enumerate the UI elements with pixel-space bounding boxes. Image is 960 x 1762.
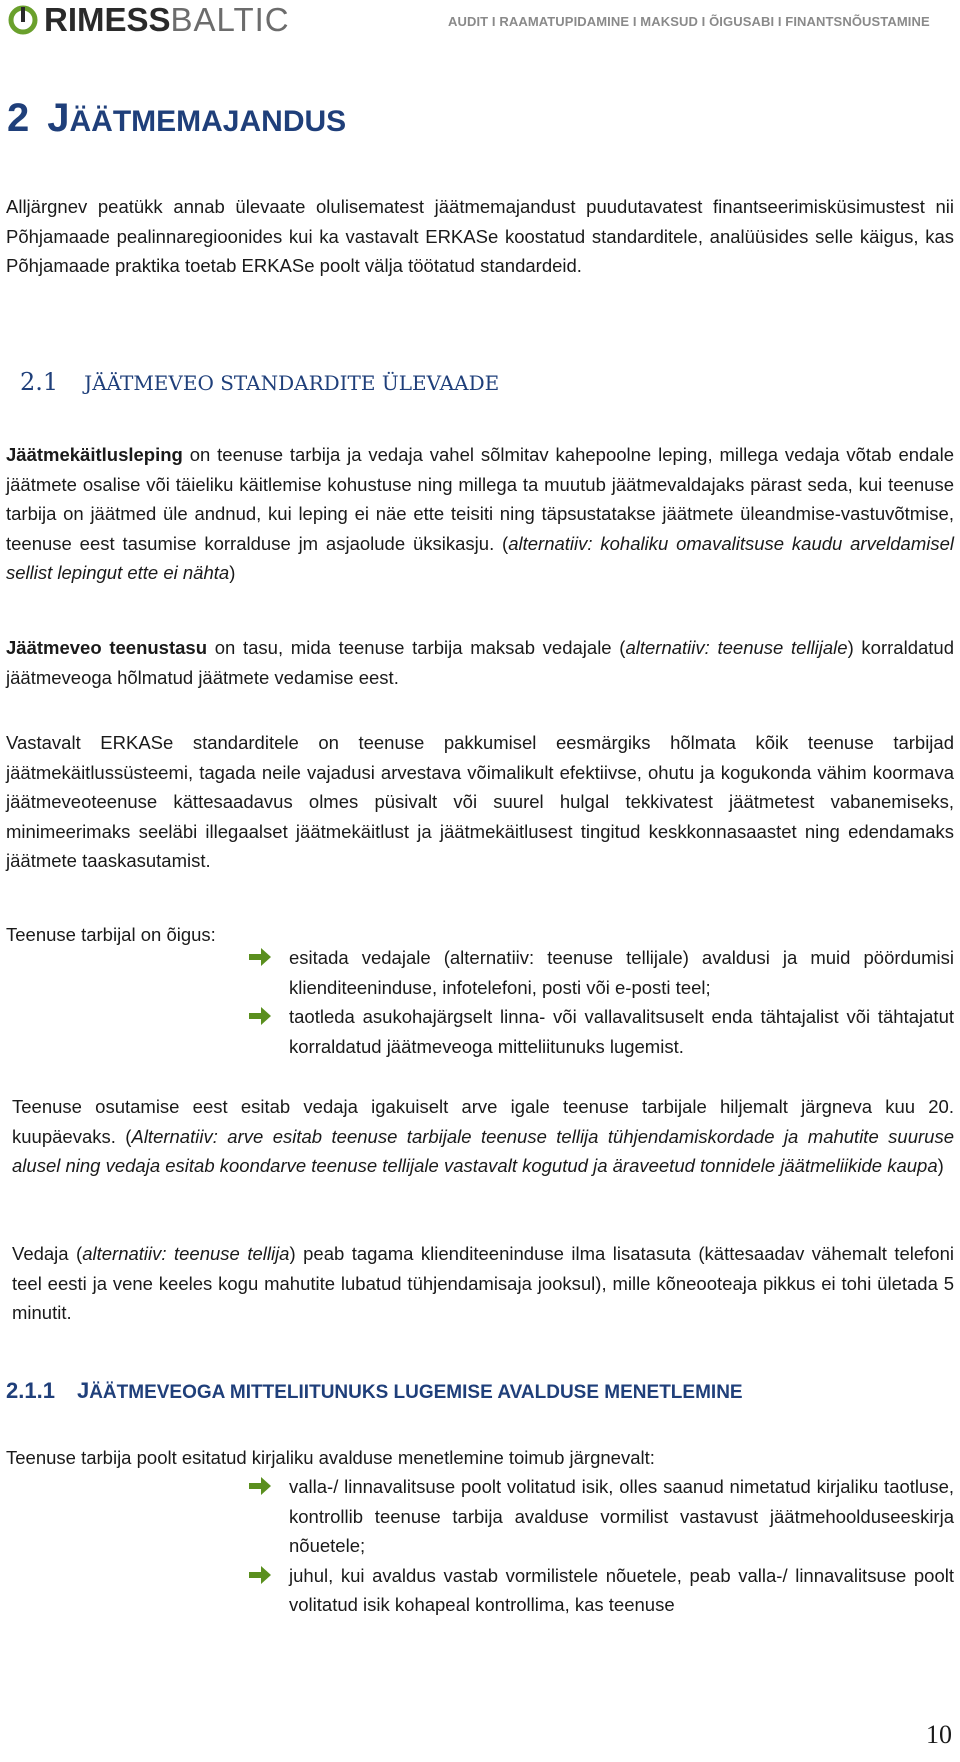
logo-main-text: RIMESS bbox=[44, 1, 171, 38]
billing-text: Teenuse osutamise eest esitab vedaja igakuiselt arve igale teenuse tarbijale hiljemalt järgneva kuu 20. kuupäevaks. ( bbox=[12, 1096, 954, 1147]
standards-paragraph: Vastavalt ERKASe standarditele on teenuse pakkumisel eesmärgiks hõlmata kõik teenuse tarbijad jäätmekäitlussüsteemi, tagada neile vajadusi arvestava võimalikult efektiivse, ohutu ja kogukonda vähim koormava jäätmeveoteenuse kättesaadavus olmes püsivalt või suurel hulgal tekkivatest jäätmetest vabanemiseks, minimeerimaks seeläbi illegaalset jäätmekäitlust ja jäätmekäitlusest tingitud keskkonnasaastet ning edendamaks jäätmete taaskasutamist. bbox=[6, 732, 954, 871]
rights-intro: Teenuse tarbijal on õigus: bbox=[6, 924, 216, 945]
list-item bbox=[247, 1002, 954, 1061]
lead-paragraph: Alljärgnev peatükk annab ülevaate olulisematest jäätmemajandust puudutavatest finantseerimisküsimustest nii Põhjamaade pealinnaregioonides kui ka vastavalt ERKASe koostatud standarditele, analüüsides selle käigus, kas Põhjamaade praktika toetab ERKASe poolt välja töötatud standardeid. bbox=[6, 196, 954, 276]
subsubsection-number: 2.1.1 bbox=[6, 1378, 55, 1403]
rights-list bbox=[247, 943, 954, 1061]
page-number: 10 bbox=[926, 1720, 952, 1749]
subsubsection-title-rest: ÄÄTMEVEOGA MITTELIITUNUKS LUGEMISE AVALDUSE MENETLEMINE bbox=[89, 1382, 743, 1403]
list-item bbox=[247, 943, 954, 1002]
alternative-note: alternatiiv: kohaliku omavalitsuse kaudu arveldamisel sellist lepingut ette ei nähta bbox=[6, 532, 954, 583]
definition-text: on teenuse tarbija ja vedaja vahel sõlmitav kahepoolne leping, millega vedaja võtab endale jäätmete osalise või täieliku käitlemise kohustuse ning millega ta muutub jäätmevaldajaks pärast seda, kui teenuse tarbija on jäätmed üle andnud, kui leping ei näe ette teisiti ning täpsustatakse jäätmete üleandmise-vastuvõtmise, teenuse eest tasumise korralduse jm asjaolude üksikasju. bbox=[6, 444, 954, 554]
page-header bbox=[0, 0, 960, 44]
definition-term: Jäätmeveo teenustasu bbox=[6, 637, 208, 658]
alternative-note: alternatiiv: teenuse tellija bbox=[82, 1243, 290, 1264]
subsection-title: JÄÄTMEVEO STANDARDITE ÜLEVAADE bbox=[84, 371, 500, 395]
paren-open: ( bbox=[502, 532, 509, 554]
subsubsection-heading bbox=[6, 1378, 743, 1404]
subsection-heading bbox=[20, 368, 499, 396]
company-logo bbox=[8, 0, 290, 40]
definition-text: ) korraldatud jäätmeveoga hõlmatud jäätmete vedamise eest. bbox=[6, 637, 954, 688]
rimess-logo-mark-icon bbox=[8, 5, 38, 35]
list-item bbox=[247, 1561, 954, 1620]
procedure-intro: Teenuse tarbija poolt esitatud kirjaliku avalduse menetlemine toimub järgnevalt: bbox=[6, 1447, 655, 1468]
procedure-list bbox=[247, 1472, 954, 1620]
definition-paragraph-2 bbox=[6, 633, 954, 692]
definition-paragraph-1 bbox=[6, 440, 954, 588]
paren-close: ) bbox=[229, 562, 236, 583]
list-item-text: valla-/ linnavalitsuse poolt volitatud isik, olles saanud nimetatud kirjaliku taotluse, kontrollib teenuse tarbija avalduse vormilist vastavust jäätmehoolduseeskirja nõuetele; bbox=[289, 1476, 954, 1556]
subsection-number: 2.1 bbox=[20, 368, 59, 396]
alternative-note: alternatiiv: teenuse tellijale bbox=[625, 637, 848, 658]
right-arrow-icon bbox=[247, 1004, 273, 1028]
section-title-rest: ÄÄTMEMAJANDUS bbox=[69, 105, 347, 138]
list-item-text: esitada vedajale (alternatiiv: teenuse tellijale) avaldusi ja muid pöördumisi klienditeeninduse, infotelefoni, posti või e-posti teel; bbox=[289, 947, 954, 998]
billing-paragraph bbox=[12, 1092, 954, 1181]
list-item-text: taotleda asukohajärgselt linna- või vallavalitsuselt enda tähtajalist või tähtajatut korraldatud jäätmeveoga mitteliitunuks lugemist. bbox=[289, 1006, 954, 1057]
list-item-text: juhul, kui avaldus vastab vormilistele nõuetele, peab valla-/ linnavalitsuse poolt volitatud isik kohapeal kontrollima, kas teenuse bbox=[289, 1564, 954, 1615]
definition-text: on tasu, mida teenuse tarbija maksab vedajale ( bbox=[207, 637, 626, 658]
service-text: ) peab tagama klienditeeninduse ilma lisatasuta (kättesaadav vähemalt telefoni teel eesti ja vene keeles kogu mahutite lubatud tühjendamisaja jooksul), mille kõneooteaja pikkus ei tohi ületada 5 minutit. bbox=[12, 1243, 954, 1323]
right-arrow-icon bbox=[247, 945, 273, 969]
definition-term: Jäätmekäitlusleping bbox=[6, 444, 183, 465]
paren-close: ) bbox=[937, 1155, 944, 1176]
right-arrow-icon bbox=[247, 1474, 273, 1498]
section-heading bbox=[7, 98, 346, 138]
logo-secondary-text: BALTIC bbox=[170, 1, 290, 38]
list-item bbox=[247, 1472, 954, 1561]
alternative-note: Alternatiiv: arve esitab teenuse tarbijale teenuse tellija tühjendamiskordade ja mahutite suuruse alusel ning vedaja esitab koondarve teenuse tellijale vastavalt kogutud ja äraveetud tonnidele jäätmeliikide kaupa bbox=[12, 1125, 954, 1176]
service-text: Vedaja ( bbox=[12, 1243, 83, 1264]
section-title-first: J bbox=[47, 96, 70, 140]
customer-service-paragraph bbox=[12, 1239, 954, 1328]
section-number: 2 bbox=[7, 96, 30, 140]
subsubsection-title-first: J bbox=[76, 1378, 90, 1403]
header-services: AUDIT I RAAMATUPIDAMINE I MAKSUD I ÕIGUSABI I FINANTSNÕUSTAMINE bbox=[448, 14, 930, 29]
right-arrow-icon bbox=[247, 1563, 273, 1587]
